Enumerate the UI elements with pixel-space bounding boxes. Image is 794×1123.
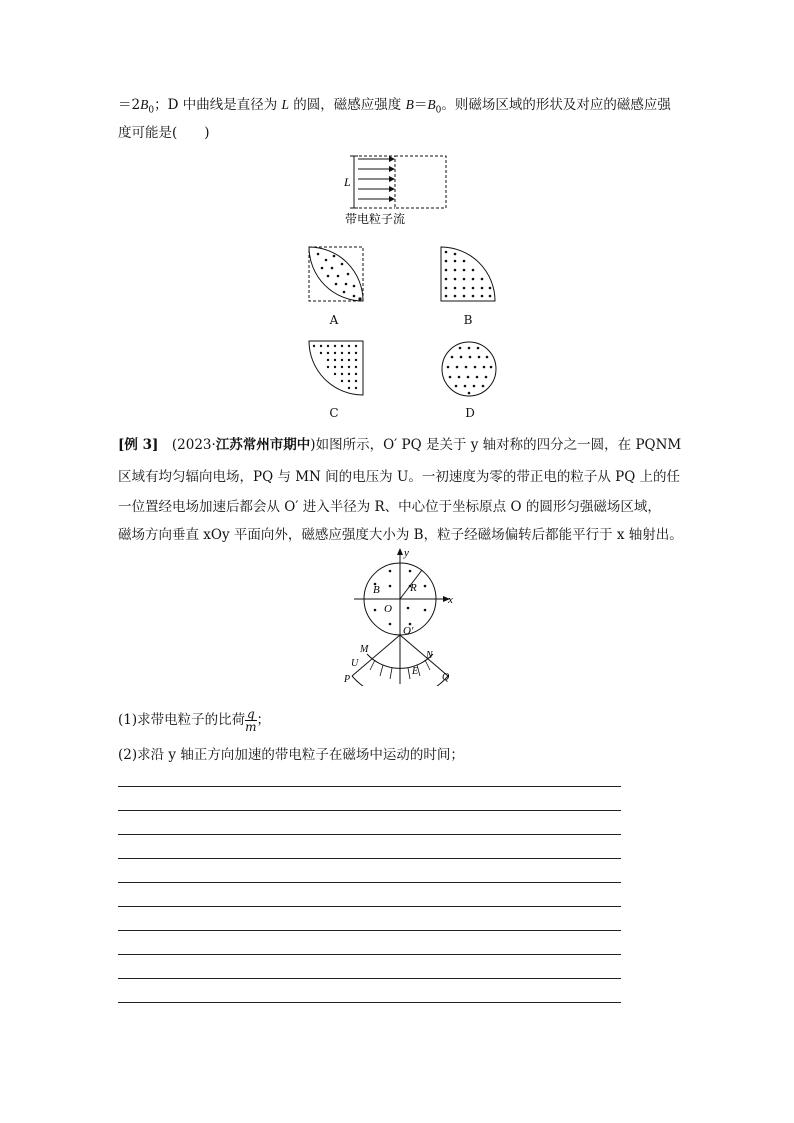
field-dots — [317, 253, 362, 301]
symbol-B: B — [140, 97, 149, 112]
answer-line[interactable] — [118, 906, 621, 907]
symbol-B: B — [427, 97, 436, 112]
source-open: (2023· — [158, 437, 216, 453]
text-fragment: ；D 中曲线是直径为 — [154, 97, 282, 113]
text-fragment: 如图所示，O′ PQ 是关于 y 轴对称的四分之一圆，在 PQNM — [315, 437, 682, 453]
numerator: q — [246, 707, 255, 721]
quarter-circle-region — [309, 341, 363, 395]
quarter-circle-region — [441, 247, 495, 301]
example3-line-2: 区域有均匀辐向电场，PQ 与 MN 间的电压为 U。一初速度为零的带正电的粒子从 PQ 上的任 — [118, 469, 681, 485]
denominator: m — [245, 720, 257, 734]
problem-text-line-2: 度可能是( ) — [118, 125, 210, 141]
example3-line-3: 一位置经电场加速后都会从 O′ 进入半径为 R、中心位于坐标原点 O 的圆形匀强磁场区域， — [118, 499, 661, 515]
label-U: U — [351, 658, 359, 669]
answer-line[interactable] — [118, 1002, 621, 1003]
sector-edge-right — [400, 635, 448, 676]
option-b-label: B — [463, 313, 473, 327]
answer-line[interactable] — [118, 930, 621, 931]
dashed-square — [309, 247, 363, 301]
circular-region — [442, 342, 496, 396]
field-dots — [313, 345, 357, 389]
answer-line[interactable] — [118, 858, 621, 859]
label-M: M — [360, 644, 369, 655]
text-fragment: 。则磁场区域的形状及对应的磁感应强 — [441, 97, 671, 113]
symbol-B: B — [405, 97, 414, 112]
answer-line[interactable] — [118, 978, 621, 979]
label-y: y — [404, 547, 409, 559]
particle-stream-figure — [340, 150, 460, 230]
label-O: O — [384, 603, 392, 615]
text-fragment: 的圆，磁感应强度 — [289, 97, 406, 113]
punctuation: ； — [256, 712, 271, 728]
label-L: L — [344, 175, 351, 189]
field-dots — [445, 251, 492, 298]
label-R: R — [410, 582, 417, 594]
example3-line-4: 磁场方向垂直 xOy 平面向外，磁感应强度大小为 B，粒子经磁场偏转后都能平行于 x 轴射出。 — [118, 527, 683, 543]
particle-arrows — [358, 159, 392, 199]
option-a-label: A — [329, 313, 339, 327]
magnetic-field-figure — [340, 546, 470, 686]
question-text: (1)求带电粒子的比荷 — [118, 712, 246, 728]
answer-line[interactable] — [118, 786, 621, 787]
text-fragment: ＝ — [413, 97, 428, 113]
answer-line[interactable] — [118, 834, 621, 835]
source-name: 江苏常州市期中 — [215, 437, 311, 453]
text-fragment: ＝2 — [118, 97, 141, 113]
symbol-L: L — [281, 97, 289, 112]
question-1 — [118, 708, 270, 733]
y-axis-arrow — [397, 548, 403, 555]
option-b-figure — [440, 246, 498, 304]
label-N: N — [426, 650, 433, 661]
label-P: P — [344, 674, 351, 685]
answer-line[interactable] — [118, 954, 621, 955]
answer-line[interactable] — [118, 810, 621, 811]
label-E: E — [412, 666, 419, 677]
problem-text-line-1 — [118, 96, 671, 120]
field-dots — [447, 347, 493, 395]
option-d-label: D — [465, 406, 475, 420]
option-d-figure — [440, 340, 500, 400]
option-c-label: C — [329, 406, 339, 420]
subscript: 0 — [148, 105, 155, 116]
dashed-field-region — [395, 156, 446, 208]
label-Q: Q — [442, 672, 450, 683]
question-2: (2)求沿 y 轴正方向加速的带电粒子在磁场中运动的时间； — [118, 747, 464, 763]
example-tag: [例 3] — [118, 437, 159, 453]
caption-particle-stream: 带电粒子流 — [345, 212, 406, 226]
source-close: ) — [310, 437, 316, 453]
label-O-prime: O′ — [403, 625, 414, 637]
option-a-figure — [308, 246, 366, 304]
subscript: 0 — [435, 105, 442, 116]
lens-region — [309, 247, 363, 301]
label-x: x — [448, 594, 453, 606]
label-B: B — [373, 584, 380, 596]
sector-edge-left — [352, 635, 400, 676]
answer-line[interactable] — [118, 882, 621, 883]
option-c-figure — [308, 340, 366, 398]
example3-line-1 — [118, 436, 681, 454]
fraction-q-over-m — [245, 708, 256, 733]
arrowheads — [389, 156, 395, 202]
